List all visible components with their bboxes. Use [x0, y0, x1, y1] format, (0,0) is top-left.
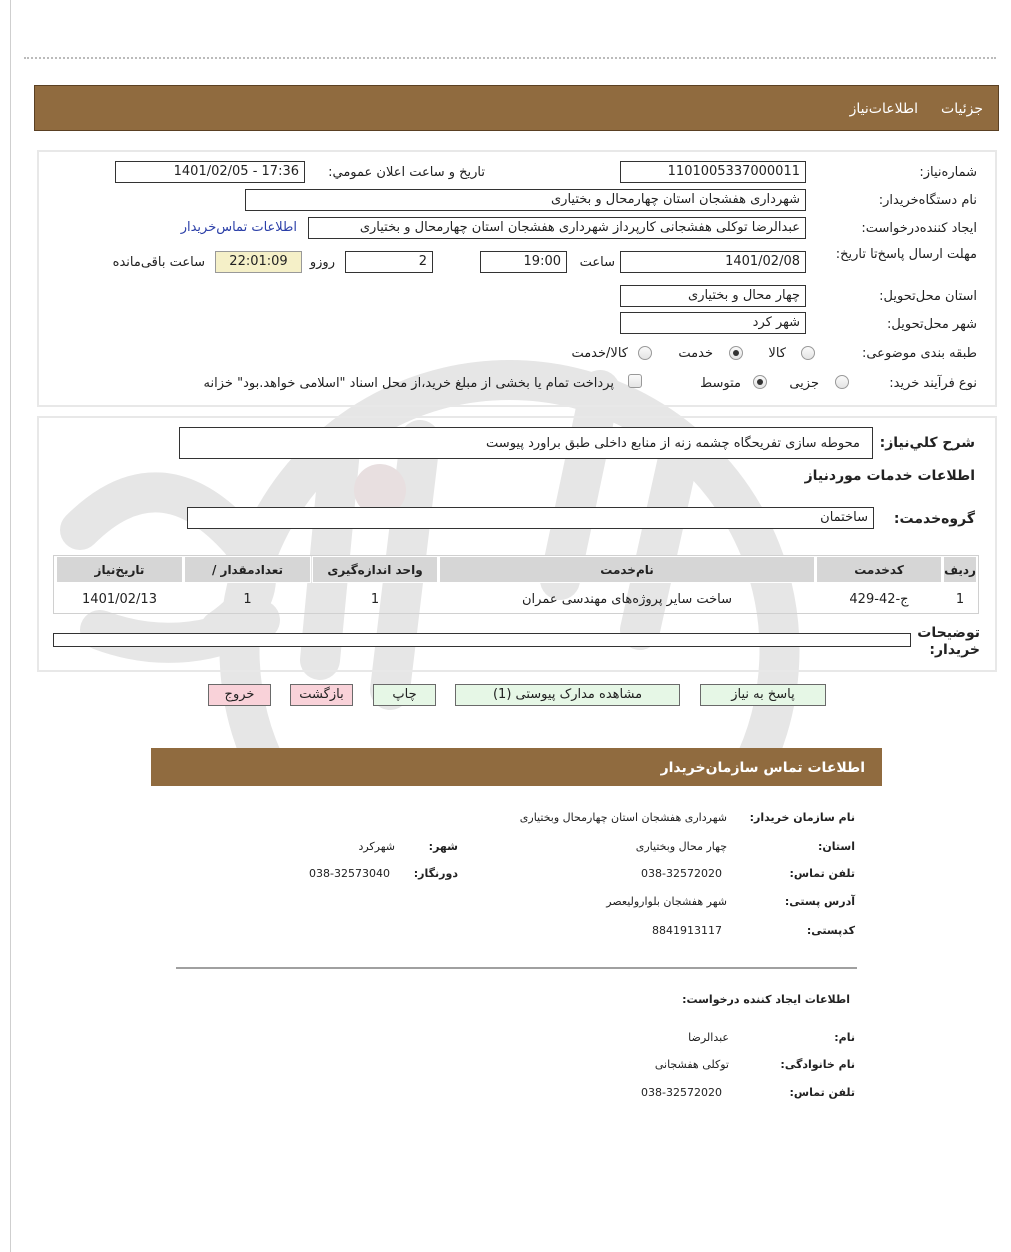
- table-cell-quantity: 1: [243, 592, 252, 607]
- process-type-label: نوع فرآیند خرید:: [889, 376, 977, 391]
- deadline-time-field: 19:00: [480, 251, 567, 273]
- announce-field: 1401/02/05 - 17:36: [115, 161, 305, 183]
- table-cell-need-date: 1401/02/13: [82, 592, 157, 607]
- category-goods-text: کالا: [768, 346, 786, 361]
- reply-button[interactable]: پاسخ به نیاز: [700, 684, 826, 706]
- table-cell-service-code: ج-42-429: [849, 592, 909, 607]
- requester-last-name-label: نام خانوادگی:: [780, 1058, 855, 1071]
- process-minor-radio[interactable]: [835, 375, 849, 389]
- buyer-notes-field: [53, 633, 911, 647]
- col-quantity-header: تعداد‌مقدار /: [184, 556, 311, 583]
- contact-address-value: شهر هفشجان بلوارولیعصر: [606, 895, 727, 908]
- col-service-name-header: نام‌خدمت: [439, 556, 815, 583]
- contact-city-label: شهر:: [428, 840, 458, 853]
- contact-province-value: چهار محال وبختیاری: [635, 840, 727, 853]
- requester-first-name-label: نام:: [834, 1031, 855, 1044]
- process-minor-text: جزیی: [789, 376, 819, 391]
- remaining-label: ساعت باقی‌مانده: [112, 255, 205, 270]
- requester-phone-value: 038-32572020: [641, 1086, 722, 1099]
- announce-label: تاریخ و ساعت اعلان عمومي:: [328, 165, 485, 180]
- category-label: طبقه بندی موضوعی:: [861, 346, 977, 361]
- deadline-label: مهلت ارسال پاسخ‌تا تاریخ:: [835, 247, 977, 262]
- buyer-notes-label: توضیحات خریدار:: [917, 625, 980, 658]
- contact-fax-label: دورنگار:: [413, 867, 458, 880]
- col-row-header: ردیف: [943, 556, 977, 583]
- requester-phone-label: تلفن تماس:: [789, 1086, 855, 1099]
- top-divider: [24, 57, 996, 59]
- category-goods-service-radio[interactable]: [638, 346, 652, 360]
- col-need-date-header: تاریخ‌نیاز: [56, 556, 183, 583]
- contact-phone-value: 038-32572020: [641, 867, 722, 880]
- requester-last-name-value: توکلی هفشجانی: [654, 1058, 729, 1071]
- creator-field: عبدالرضا توکلی هفشجانی کارپرداز شهرداری هفشجان استان چهارمحال و بختیاری: [308, 217, 806, 239]
- need-number-label: شماره‌نیاز:: [919, 165, 977, 180]
- details-title-bar: [34, 85, 999, 131]
- days-label: روزو: [309, 255, 335, 270]
- buyer-contact-link[interactable]: اطلاعات تماس‌خریدار: [180, 220, 297, 235]
- table-cell-row: 1: [955, 592, 965, 607]
- contact-org-value: شهرداری هفشجان استان چهارمحال وبختیاری: [519, 811, 727, 824]
- page-left-border: [10, 0, 11, 1252]
- contact-province-label: استان:: [818, 840, 855, 853]
- table-cell-service-name: ساخت سایر پروژه‌های مهندسی عمران: [521, 592, 732, 607]
- need-number-field: 1101005337000011: [620, 161, 806, 183]
- delivery-city-field: شهر کرد: [620, 312, 806, 334]
- service-group-label: گروه‌خدمت:: [893, 511, 975, 527]
- requester-heading: اطلاعات ایجاد کننده درخواست:: [682, 993, 850, 1006]
- contact-fax-value: 038-32573040: [309, 867, 390, 880]
- tab-need-info[interactable]: اطلاعات‌نیاز: [849, 101, 918, 117]
- contact-postal-label: کدپستی:: [806, 924, 855, 937]
- requester-first-name-value: عبدالرضا: [688, 1031, 729, 1044]
- days-field: 2: [345, 251, 433, 273]
- buyer-org-field: شهرداری هفشجان استان چهارمحال و بختیاری: [245, 189, 806, 211]
- contact-org-label: نام سازمان خریدار:: [749, 811, 855, 824]
- category-service-text: خدمت: [678, 346, 713, 361]
- general-description-label: شرح کلي‌نیاز:: [879, 435, 975, 451]
- tab-details[interactable]: جزئیات: [941, 101, 983, 117]
- table-cell-unit: 1: [370, 592, 380, 607]
- buyer-org-label: نام دستگاه‌خریدار:: [878, 193, 977, 208]
- process-medium-text: متوسط: [700, 376, 741, 391]
- view-attachments-button[interactable]: مشاهده مدارک پیوستی (1): [455, 684, 680, 706]
- delivery-city-label: شهر محل‌تحویل:: [887, 317, 977, 332]
- contact-heading-bar: اطلاعات تماس سازمان‌خریدار: [151, 748, 882, 786]
- creator-label: ایجاد کننده‌درخواست:: [861, 221, 977, 236]
- remaining-timer: 22:01:09: [215, 251, 302, 273]
- contact-address-label: آدرس پستی:: [784, 895, 855, 908]
- category-goods-radio[interactable]: [801, 346, 815, 360]
- category-service-radio[interactable]: [729, 346, 743, 360]
- delivery-province-field: چهار محال و بختیاری: [620, 285, 806, 307]
- col-service-code-header: کدخدمت: [816, 556, 942, 583]
- contact-city-value: شهرکرد: [358, 840, 395, 853]
- contact-phone-label: تلفن تماس:: [789, 867, 855, 880]
- contact-postal-value: 8841913117: [652, 924, 722, 937]
- delivery-province-label: استان محل‌تحویل:: [879, 289, 977, 304]
- exit-button[interactable]: خروج: [208, 684, 271, 706]
- treasury-payment-checkbox[interactable]: [628, 374, 642, 388]
- print-button[interactable]: چاپ: [373, 684, 436, 706]
- service-group-field: ساختمان: [187, 507, 874, 529]
- deadline-time-label: ساعت: [579, 255, 615, 270]
- category-goods-service-text: کالا/خدمت: [571, 346, 628, 361]
- deadline-date-field: 1401/02/08: [620, 251, 806, 273]
- contact-separator: [176, 967, 857, 969]
- col-unit-header: واحد اندازه‌گیری: [312, 556, 438, 583]
- treasury-payment-text: پرداخت تمام یا بخشی از مبلغ خرید،از محل اسناد "اسلامی خواهد.بود" خزانه: [203, 376, 614, 391]
- general-description-field: محوطه سازی تفریحگاه چشمه زنه از منابع داخلی طبق براورد پیوست: [179, 427, 873, 459]
- process-medium-radio[interactable]: [753, 375, 767, 389]
- back-button[interactable]: بازگشت: [290, 684, 353, 706]
- services-heading: اطلاعات خدمات موردنیاز: [804, 468, 975, 484]
